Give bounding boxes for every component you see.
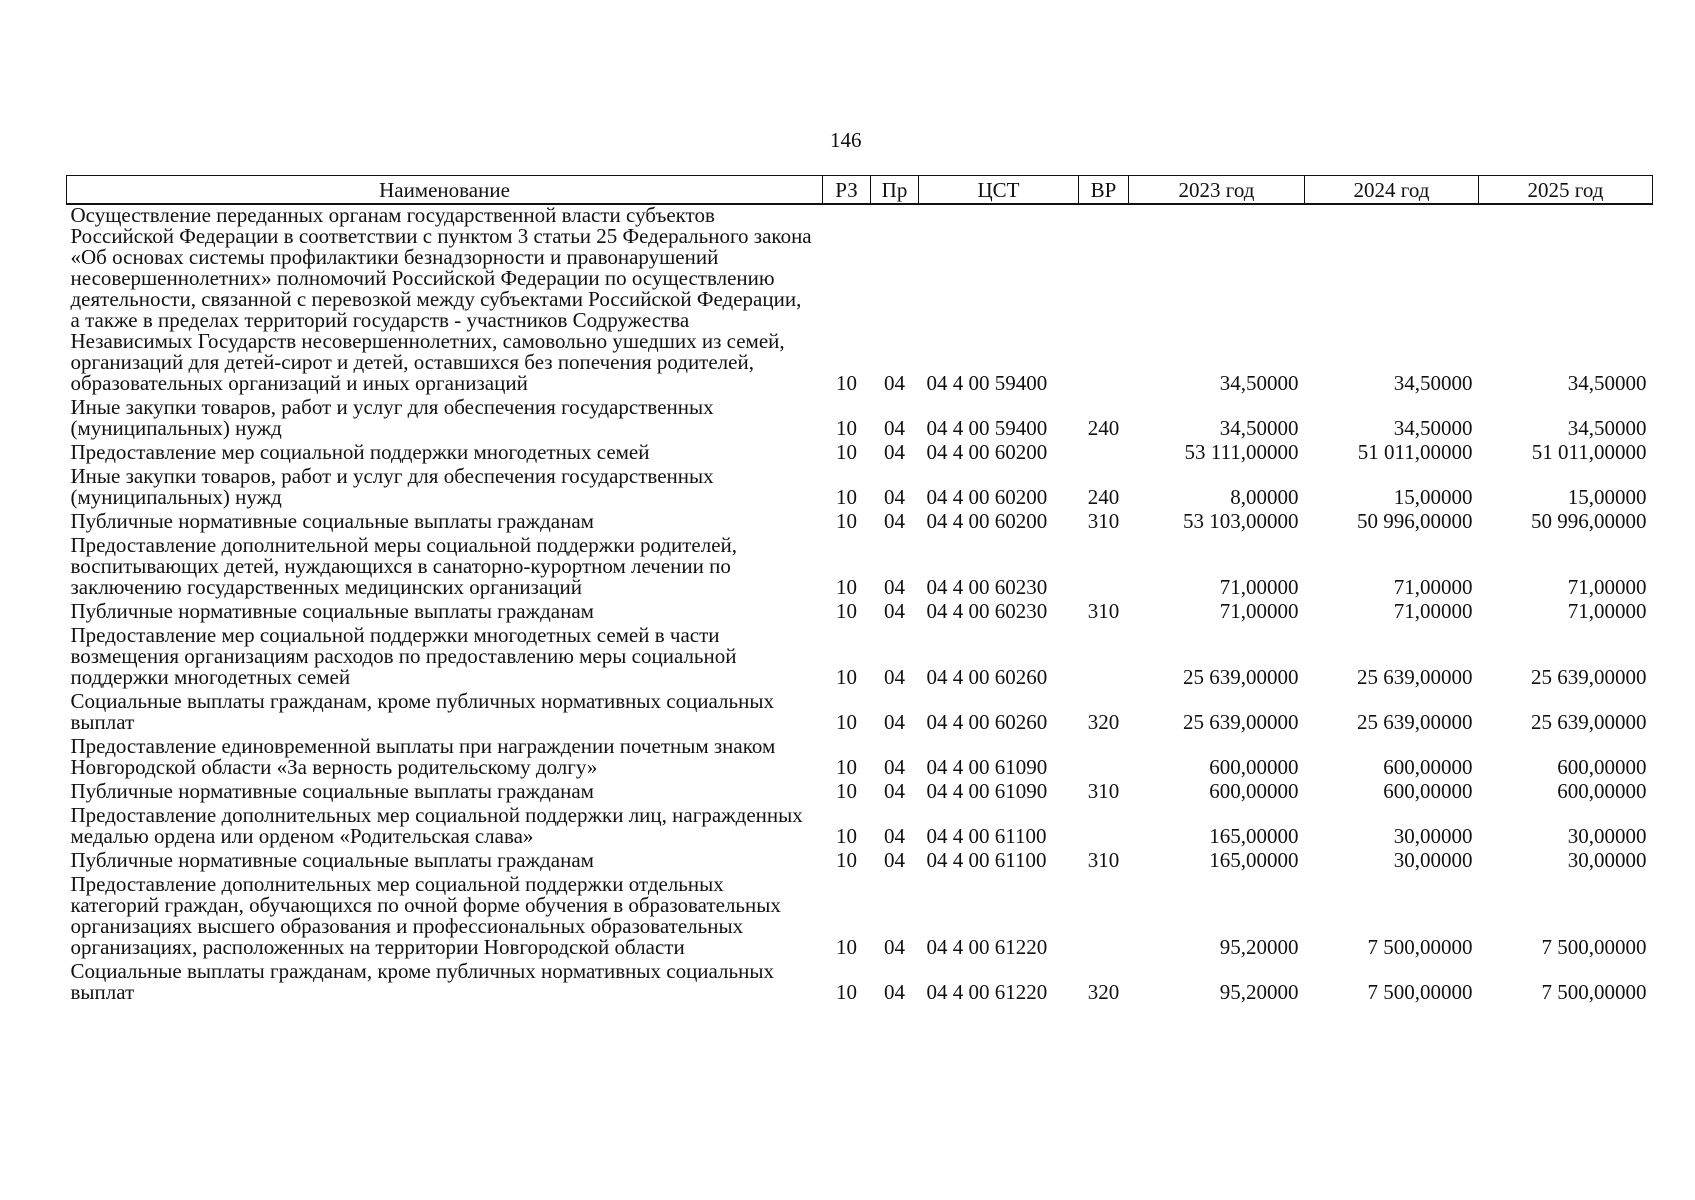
cell-name: Предоставление мер социальной поддержки многодетных семей в части возмещения организациям расходов по предоставлению меры социальной поддержки многодетных семей [70, 623, 737, 689]
cell-2025: 7 500,00000 [1541, 935, 1647, 959]
cell-2025: 25 639,00000 [1531, 665, 1647, 689]
cell-2024: 25 639,00000 [1357, 665, 1473, 689]
cell-2024: 600,00000 [1383, 755, 1473, 779]
cell-2025: 30,00000 [1567, 824, 1647, 848]
cell-name: Иные закупки товаров, работ и услуг для обеспечения государственных (муниципальных) нужд [70, 464, 714, 509]
cell-2024: 7 500,00000 [1367, 980, 1473, 1004]
cell-2025: 34,50000 [1567, 371, 1647, 395]
budget-table-container [66, 175, 1652, 1003]
table-row [67, 688, 1653, 733]
cell-2023: 600,00000 [1209, 755, 1299, 779]
cell-vr: 320 [1087, 710, 1120, 734]
cell-2023: 95,20000 [1219, 980, 1299, 1004]
cell-2024: 25 639,00000 [1357, 710, 1473, 734]
cell-2025: 25 639,00000 [1531, 710, 1647, 734]
cell-name: Публичные нормативные социальные выплаты гражданам [70, 509, 594, 533]
cell-cst: 04 4 00 60230 [926, 599, 1048, 623]
cell-name: Иные закупки товаров, работ и услуг для обеспечения государственных (муниципальных) нужд [70, 395, 714, 440]
cell-cst: 04 4 00 60230 [926, 575, 1048, 599]
cell-vr: 310 [1087, 599, 1120, 623]
table-row [67, 871, 1653, 958]
cell-rz: 10 [836, 575, 857, 599]
cell-rz: 10 [836, 440, 857, 464]
table-header-row [67, 176, 1653, 205]
cell-vr: 310 [1087, 779, 1120, 803]
cell-2023: 25 639,00000 [1183, 710, 1299, 734]
cell-vr [1079, 439, 1129, 463]
cell-rz: 10 [836, 824, 857, 848]
header-name: Наименование [67, 176, 823, 205]
cell-vr [1079, 532, 1129, 598]
header-cst: ЦСТ [919, 176, 1079, 205]
cell-2023: 34,50000 [1219, 416, 1299, 440]
header-rz: РЗ [823, 176, 871, 205]
cell-2023: 165,00000 [1209, 848, 1299, 872]
header-vr: ВР [1079, 176, 1129, 205]
cell-cst: 04 4 00 60200 [926, 440, 1048, 464]
cell-cst: 04 4 00 60260 [926, 710, 1048, 734]
cell-pr: 04 [884, 371, 905, 395]
cell-name: Социальные выплаты гражданам, кроме публичных нормативных социальных выплат [70, 689, 774, 734]
cell-rz: 10 [836, 371, 857, 395]
table-row [67, 508, 1653, 532]
cell-cst: 04 4 00 61090 [926, 779, 1048, 803]
header-2025: 2025 год [1479, 176, 1653, 205]
cell-rz: 10 [836, 665, 857, 689]
cell-vr [1079, 622, 1129, 688]
cell-rz: 10 [836, 710, 857, 734]
cell-2024: 71,00000 [1393, 599, 1473, 623]
page-number: 146 [830, 128, 862, 152]
cell-2024: 50 996,00000 [1357, 509, 1473, 533]
cell-name: Осуществление переданных органам государственной власти субъектов Российской Федерации в соответствии с пунктом 3 статьи 25 Федерального закона «Об основах системы профилактики безнадзорности и правонарушений несовершеннолетних» полномочий Российской Федерации по осуществлению деятельности, связанной с перевозкой между субъектами Российской Федерации, а также в пределах территорий государств - участников Содружества Независимых Государств несовершеннолетних, самовольно ушедших из семей, организаций для детей-сирот и детей, оставшихся без попечения родителей, образовательных организаций и иных организаций [70, 203, 812, 395]
table-row [67, 958, 1653, 1003]
table-row [67, 532, 1653, 598]
cell-2024: 30,00000 [1393, 824, 1473, 848]
cell-2025: 7 500,00000 [1541, 980, 1647, 1004]
cell-pr: 04 [884, 599, 905, 623]
cell-vr [1079, 871, 1129, 958]
cell-cst: 04 4 00 60260 [926, 665, 1048, 689]
cell-2024: 34,50000 [1393, 416, 1473, 440]
table-row [67, 847, 1653, 871]
table-row [67, 778, 1653, 802]
cell-pr: 04 [884, 665, 905, 689]
cell-2023: 71,00000 [1219, 599, 1299, 623]
table-row [67, 622, 1653, 688]
cell-2023: 53 111,00000 [1184, 440, 1299, 464]
cell-2024: 7 500,00000 [1367, 935, 1473, 959]
cell-pr: 04 [884, 575, 905, 599]
cell-name: Предоставление мер социальной поддержки многодетных семей [70, 440, 650, 464]
cell-cst: 04 4 00 61220 [926, 935, 1048, 959]
cell-pr: 04 [884, 440, 905, 464]
cell-2023: 600,00000 [1209, 779, 1299, 803]
cell-2025: 50 996,00000 [1531, 509, 1647, 533]
cell-pr: 04 [884, 848, 905, 872]
table-body [67, 204, 1653, 1003]
cell-cst: 04 4 00 60200 [926, 485, 1048, 509]
cell-vr: 240 [1087, 416, 1120, 440]
cell-2024: 51 011,00000 [1357, 440, 1473, 464]
cell-pr: 04 [884, 935, 905, 959]
table-row [67, 733, 1653, 778]
cell-2025: 71,00000 [1567, 575, 1647, 599]
header-2023: 2023 год [1129, 176, 1305, 205]
cell-vr: 310 [1087, 848, 1120, 872]
cell-pr: 04 [884, 509, 905, 533]
cell-name: Предоставление единовременной выплаты при награждении почетным знаком Новгородской области «За верность родительскому долгу» [70, 734, 776, 779]
table-row [67, 439, 1653, 463]
cell-2025: 600,00000 [1557, 779, 1647, 803]
cell-name: Публичные нормативные социальные выплаты гражданам [70, 599, 594, 623]
cell-rz: 10 [836, 935, 857, 959]
cell-vr [1079, 204, 1129, 394]
cell-vr: 320 [1087, 980, 1120, 1004]
cell-vr [1079, 733, 1129, 778]
cell-rz: 10 [836, 848, 857, 872]
cell-rz: 10 [836, 779, 857, 803]
cell-cst: 04 4 00 59400 [926, 371, 1048, 395]
cell-rz: 10 [836, 485, 857, 509]
budget-table [66, 175, 1653, 1003]
cell-name: Публичные нормативные социальные выплаты гражданам [70, 848, 594, 872]
cell-cst: 04 4 00 59400 [926, 416, 1048, 440]
cell-2024: 71,00000 [1393, 575, 1473, 599]
cell-2023: 25 639,00000 [1183, 665, 1299, 689]
cell-vr: 240 [1087, 485, 1120, 509]
cell-cst: 04 4 00 61100 [926, 848, 1047, 872]
cell-pr: 04 [884, 980, 905, 1004]
cell-rz: 10 [836, 980, 857, 1004]
cell-pr: 04 [884, 755, 905, 779]
cell-pr: 04 [884, 710, 905, 734]
cell-name: Публичные нормативные социальные выплаты гражданам [70, 779, 594, 803]
cell-pr: 04 [884, 824, 905, 848]
cell-cst: 04 4 00 61100 [926, 824, 1047, 848]
table-row [67, 598, 1653, 622]
cell-2023: 34,50000 [1219, 371, 1299, 395]
cell-2024: 30,00000 [1393, 848, 1473, 872]
cell-2025: 51 011,00000 [1531, 440, 1647, 464]
table-row [67, 802, 1653, 847]
cell-2023: 165,00000 [1209, 824, 1299, 848]
cell-name: Социальные выплаты гражданам, кроме публичных нормативных социальных выплат [70, 959, 774, 1004]
cell-name: Предоставление дополнительных мер социальной поддержки отдельных категорий граждан, обучающихся по очной форме обучения в образовательных организациях высшего образования и профессиональных образовательных организациях, расположенных на территории Новгородской области [70, 872, 781, 959]
cell-cst: 04 4 00 60200 [926, 509, 1048, 533]
cell-2023: 53 103,00000 [1183, 509, 1299, 533]
cell-2023: 8,00000 [1230, 485, 1299, 509]
cell-vr: 310 [1087, 509, 1120, 533]
cell-rz: 10 [836, 755, 857, 779]
cell-2025: 30,00000 [1567, 848, 1647, 872]
cell-cst: 04 4 00 61090 [926, 755, 1048, 779]
cell-2025: 34,50000 [1567, 416, 1647, 440]
cell-rz: 10 [836, 599, 857, 623]
cell-2025: 600,00000 [1557, 755, 1647, 779]
cell-pr: 04 [884, 416, 905, 440]
cell-2023: 71,00000 [1219, 575, 1299, 599]
table-row [67, 463, 1653, 508]
cell-rz: 10 [836, 416, 857, 440]
cell-name: Предоставление дополнительной меры социальной поддержки родителей, воспитывающих детей, нуждающихся в санаторно-курортном лечении по заключению государственных медицинских организаций [70, 533, 738, 599]
cell-vr [1079, 802, 1129, 847]
cell-pr: 04 [884, 779, 905, 803]
cell-cst: 04 4 00 61220 [926, 980, 1048, 1004]
header-2024: 2024 год [1305, 176, 1479, 205]
cell-2025: 15,00000 [1567, 485, 1647, 509]
cell-2024: 15,00000 [1393, 485, 1473, 509]
header-pr: Пр [871, 176, 919, 205]
cell-2024: 34,50000 [1393, 371, 1473, 395]
cell-name: Предоставление дополнительных мер социальной поддержки лиц, награжденных медалью ордена или орденом «Родительская слава» [70, 803, 803, 848]
cell-pr: 04 [884, 485, 905, 509]
cell-2024: 600,00000 [1383, 779, 1473, 803]
cell-2023: 95,20000 [1219, 935, 1299, 959]
table-row [67, 394, 1653, 439]
table-row [67, 204, 1653, 394]
cell-2025: 71,00000 [1567, 599, 1647, 623]
cell-rz: 10 [836, 509, 857, 533]
